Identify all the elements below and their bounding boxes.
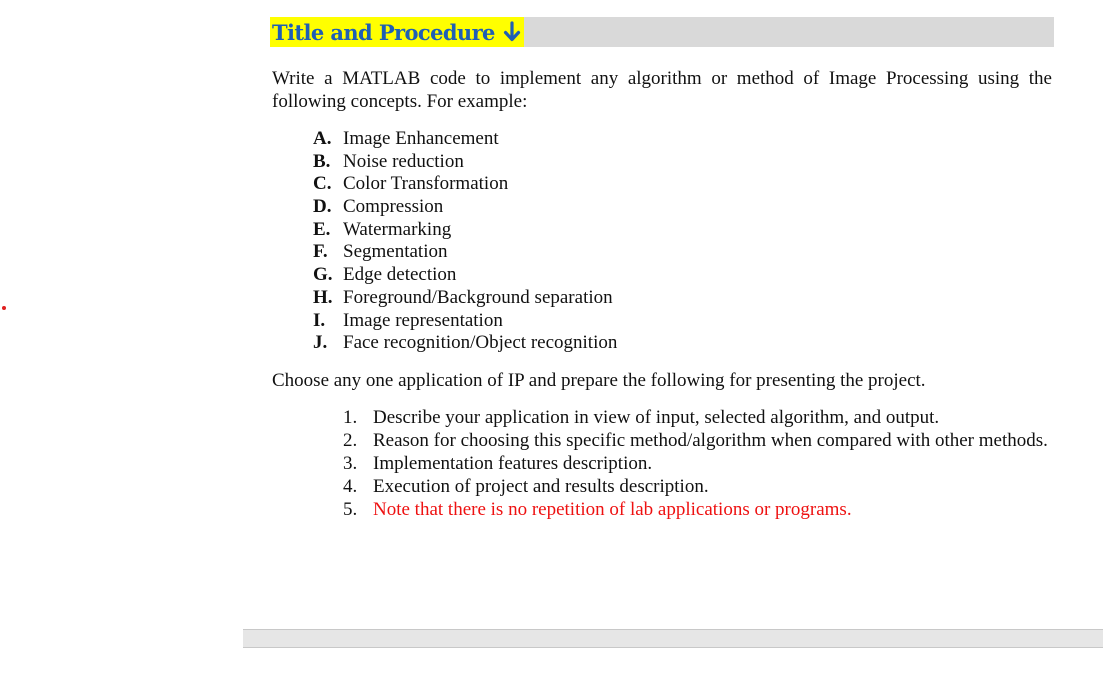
list-item [343, 407, 1052, 430]
list-item [343, 430, 1052, 453]
list-item-text: Describe your application in view of input, selected algorithm, and output. [373, 407, 940, 428]
list-item-marker: J. [313, 332, 328, 354]
list-item-text: Image representation [343, 309, 503, 331]
list-item [313, 241, 617, 264]
list-item [313, 264, 617, 287]
page-separator-bar [243, 629, 1103, 648]
list-item [343, 453, 1052, 476]
list-item-text: Face recognition/Object recognition [343, 332, 618, 354]
list-item-marker: D. [313, 196, 332, 218]
list-item-text: Segmentation [343, 241, 448, 263]
list-item-marker: G. [313, 264, 333, 286]
list-item-marker: B. [313, 150, 331, 172]
list-item [313, 196, 617, 219]
list-item [313, 151, 617, 174]
list-item-marker: 2. [343, 429, 358, 451]
list-item-text: Noise reduction [343, 150, 464, 172]
list-item-marker: 4. [343, 475, 358, 497]
list-item-text: Edge detection [343, 264, 457, 286]
list-item-marker: F. [313, 241, 328, 263]
list-item-text: Color Transformation [343, 173, 509, 195]
concept-list [313, 128, 617, 355]
list-item-text: Reason for choosing this specific method/algorithm when compared with other methods. [373, 429, 1048, 451]
list-item-marker: H. [313, 286, 333, 308]
down-arrow-icon [503, 21, 521, 43]
list-item-marker: A. [313, 128, 332, 149]
list-item [313, 173, 617, 196]
section-heading-highlight [270, 17, 524, 47]
list-item [313, 219, 617, 242]
list-item [313, 287, 617, 310]
list-item-text: Image Enhancement [343, 128, 499, 149]
note-text: Note that there is no repetition of lab applications or programs. [373, 498, 852, 520]
list-item-marker: C. [313, 173, 332, 195]
list-item-marker: 5. [343, 498, 358, 520]
choose-paragraph: Choose any one application of IP and prepare the following for presenting the project. [272, 370, 926, 391]
list-item [313, 310, 617, 333]
list-item-marker: I. [313, 309, 326, 331]
list-item-text: Implementation features description. [373, 452, 653, 474]
list-item [313, 128, 617, 151]
list-item [343, 499, 1052, 522]
list-item-text: Watermarking [343, 218, 452, 240]
list-item-text: Execution of project and results description. [373, 475, 709, 497]
list-item-marker: 3. [343, 452, 358, 474]
list-item [343, 476, 1052, 499]
section-heading-bar [270, 17, 1054, 47]
list-item-text: Compression [343, 196, 444, 218]
steps-list [343, 407, 1052, 522]
list-item-marker: 1. [343, 407, 358, 428]
list-item [313, 332, 617, 355]
list-item-marker: E. [313, 218, 331, 240]
intro-paragraph: Write a MATLAB code to implement any algorithm or method of Image Processing using the following concepts. For example: [272, 68, 1052, 112]
list-item-text: Foreground/Background separation [343, 286, 613, 308]
margin-marker-dot [2, 306, 6, 310]
section-heading-title: Title and Procedure [272, 19, 495, 45]
